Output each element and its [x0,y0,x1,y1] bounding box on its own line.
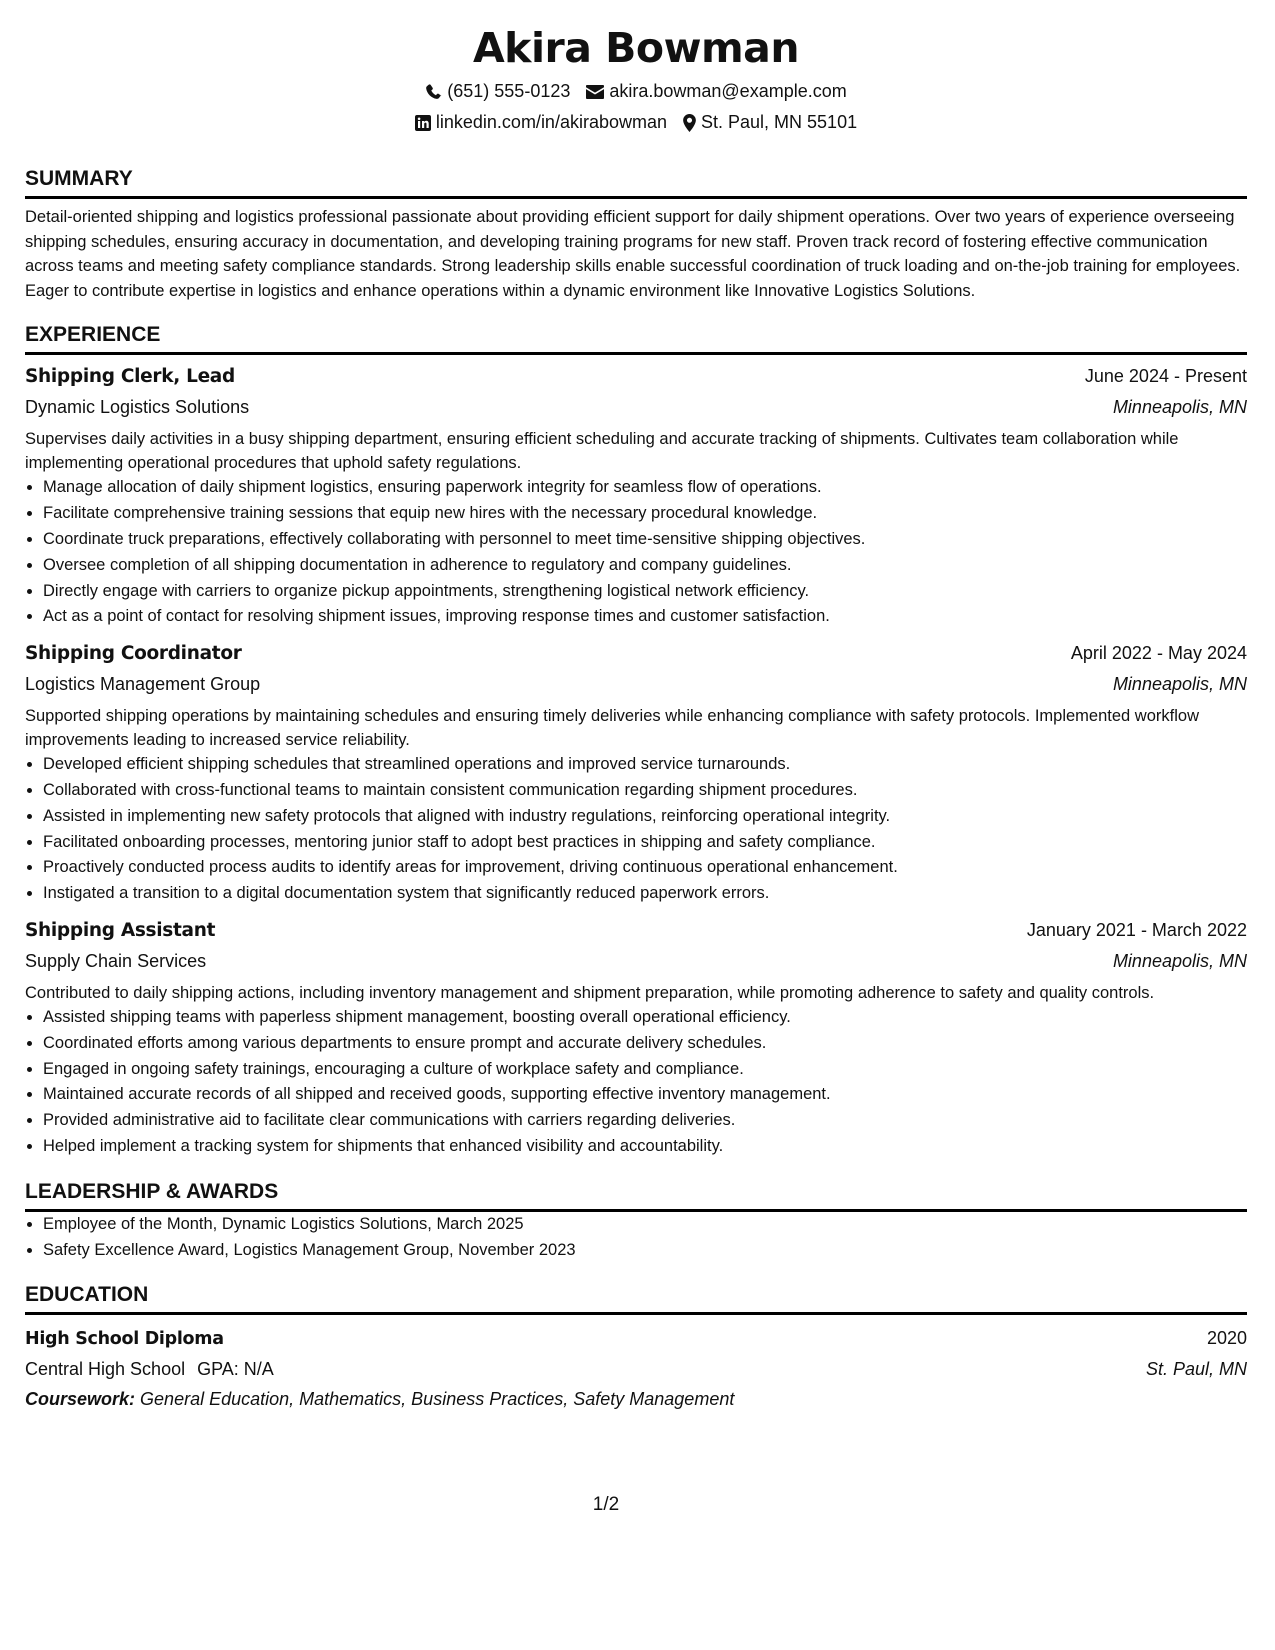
location-text: St. Paul, MN 55101 [701,112,858,132]
job-dates: June 2024 - Present [1084,366,1247,387]
job-bullet: • Coordinate truck preparations, effectively collaborating with personnel to meet time-sensitive shipping objectives. [43,527,1247,553]
resume-page [25,20,1247,1414]
job-dates: April 2022 - May 2024 [1070,643,1247,664]
award-item: • Employee of the Month, Dynamic Logistics Solutions, March 2025 [43,1212,1247,1238]
map-pin-icon [683,114,696,132]
job-bullet: • Instigated a transition to a digital documentation system that significantly reduced paperwork errors. [43,881,1247,907]
coursework-label: Coursework: [25,1389,136,1410]
phone-icon [425,83,442,100]
job-entry [25,638,1247,907]
job-bullet: • Manage allocation of daily shipment logistics, ensuring paperwork integrity for seamless flow of operations. [43,475,1247,501]
page-number: 1/2 [592,1494,620,1515]
job-bullet: • Coordinated efforts among various departments to ensure prompt and accurate delivery schedules. [43,1031,1247,1057]
job-bullet: • Directly engage with carriers to organize pickup appointments, strengthening logistical network efficiency. [43,579,1247,605]
job-description: Supported shipping operations by maintaining schedules and ensuring timely deliveries while enhancing compliance with safety protocols. Implemented workflow improvements leading to increased service reliability. [25,707,1199,750]
leadership-section [25,1178,1247,1264]
job-dates: January 2021 - March 2022 [1026,919,1247,940]
education-section [25,1281,1247,1414]
section-title-summary: SUMMARY [25,165,1247,199]
graduation-year: 2020 [1206,1328,1247,1349]
contact-line-2 [25,107,1247,138]
job-bullets [25,1005,1247,1160]
job-description: Contributed to daily shipping actions, including inventory management and shipment preparation, while promoting adherence to safety and quality controls. [25,983,1155,1002]
candidate-name: Akira Bowman [472,24,800,72]
job-bullet: • Provided administrative aid to facilitate clear communications with carriers regarding deliveries. [43,1108,1247,1134]
job-bullets [25,752,1247,907]
job-company: Logistics Management Group [25,674,261,695]
experience-section [25,321,1247,1159]
job-bullet: • Developed efficient shipping schedules that streamlined operations and improved service turnarounds. [43,752,1247,778]
job-bullet: • Helped implement a tracking system for shipments that enhanced visibility and accountability. [43,1134,1247,1160]
contact-location [683,107,857,138]
contact-email[interactable] [586,76,846,107]
coursework-line [25,1384,1247,1414]
job-bullet: • Act as a point of contact for resolving shipment issues, improving response times and customer satisfaction. [43,604,1247,630]
linkedin-url[interactable]: linkedin.com/in/akirabowman [435,112,667,132]
job-bullet: • Facilitate comprehensive training sessions that equip new hires with the necessary procedural knowledge. [43,501,1247,527]
job-title: Shipping Coordinator [25,643,242,665]
education-entry [25,1323,1247,1414]
job-entry [25,361,1247,630]
job-bullet: • Engaged in ongoing safety trainings, encouraging a culture of workplace safety and compliance. [43,1057,1247,1083]
contact-phone [425,76,570,107]
job-bullet: • Collaborated with cross-functional teams to maintain consistent communication regarding shipment procedures. [43,778,1247,804]
job-bullet: • Proactively conducted process audits to identify areas for improvement, driving continuous operational enhancement. [43,855,1247,881]
gpa: GPA: N/A [197,1359,274,1380]
coursework-list: General Education, Mathematics, Business Practices, Safety Management [140,1389,735,1410]
contact-linkedin[interactable] [415,107,667,138]
job-bullet: • Facilitated onboarding processes, mentoring junior staff to adopt best practices in shipping and safety compliance. [43,830,1247,856]
job-bullet: • Oversee completion of all shipping documentation in adherence to regulatory and company guidelines. [43,553,1247,579]
summary-text: Detail-oriented shipping and logistics professional passionate about providing efficient support for daily shipment operations. Over two years of experience overseeing shipping schedules, ensuring accuracy in documentation, and developing training programs for new staff. Proven track record of fostering effective communication across teams and meeting safety compliance standards. Strong leadership skills enable successful coordination of truck loading and on-the-job training for employees. Eager to contribute expertise in logistics and enhance operations within a dynamic environment like Innovative Logistics Solutions. [25,208,1241,300]
job-location: Minneapolis, MN [1112,674,1247,695]
section-title-education: EDUCATION [25,1281,1247,1315]
section-title-leadership: LEADERSHIP & AWARDS [25,1178,1247,1212]
summary-section [25,165,1247,303]
contact-line-1 [25,76,1247,107]
job-entry [25,915,1247,1160]
school-line [25,1355,274,1384]
email-address[interactable]: akira.bowman@example.com [609,81,847,101]
job-description: Supervises daily activities in a busy shipping department, ensuring efficient scheduling and accurate tracking of shipments. Cultivates team collaboration while implementing operational procedures that uphold safety regulations. [25,430,1179,473]
job-title: Shipping Assistant [25,919,216,941]
award-list [25,1212,1247,1264]
school-name: Central High School [25,1359,186,1380]
job-location: Minneapolis, MN [1112,397,1247,418]
job-title: Shipping Clerk, Lead [25,366,235,388]
degree-title: High School Diploma [25,1329,224,1350]
resume-header [25,20,1247,138]
job-bullets [25,475,1247,630]
award-item: • Safety Excellence Award, Logistics Management Group, November 2023 [43,1238,1247,1264]
job-company: Supply Chain Services [25,950,207,971]
job-location: Minneapolis, MN [1112,950,1247,971]
job-company: Dynamic Logistics Solutions [25,397,250,418]
phone-number: (651) 555-0123 [447,81,571,101]
envelope-icon [586,85,604,99]
job-bullet: • Assisted in implementing new safety protocols that aligned with industry regulations, reinforcing operational integrity. [43,804,1247,830]
section-title-experience: EXPERIENCE [25,321,1247,355]
linkedin-icon [415,115,431,131]
job-bullet: • Maintained accurate records of all shipped and received goods, supporting effective inventory management. [43,1082,1247,1108]
job-bullet: • Assisted shipping teams with paperless shipment management, boosting overall operational efficiency. [43,1005,1247,1031]
school-location: St. Paul, MN [1145,1359,1247,1380]
